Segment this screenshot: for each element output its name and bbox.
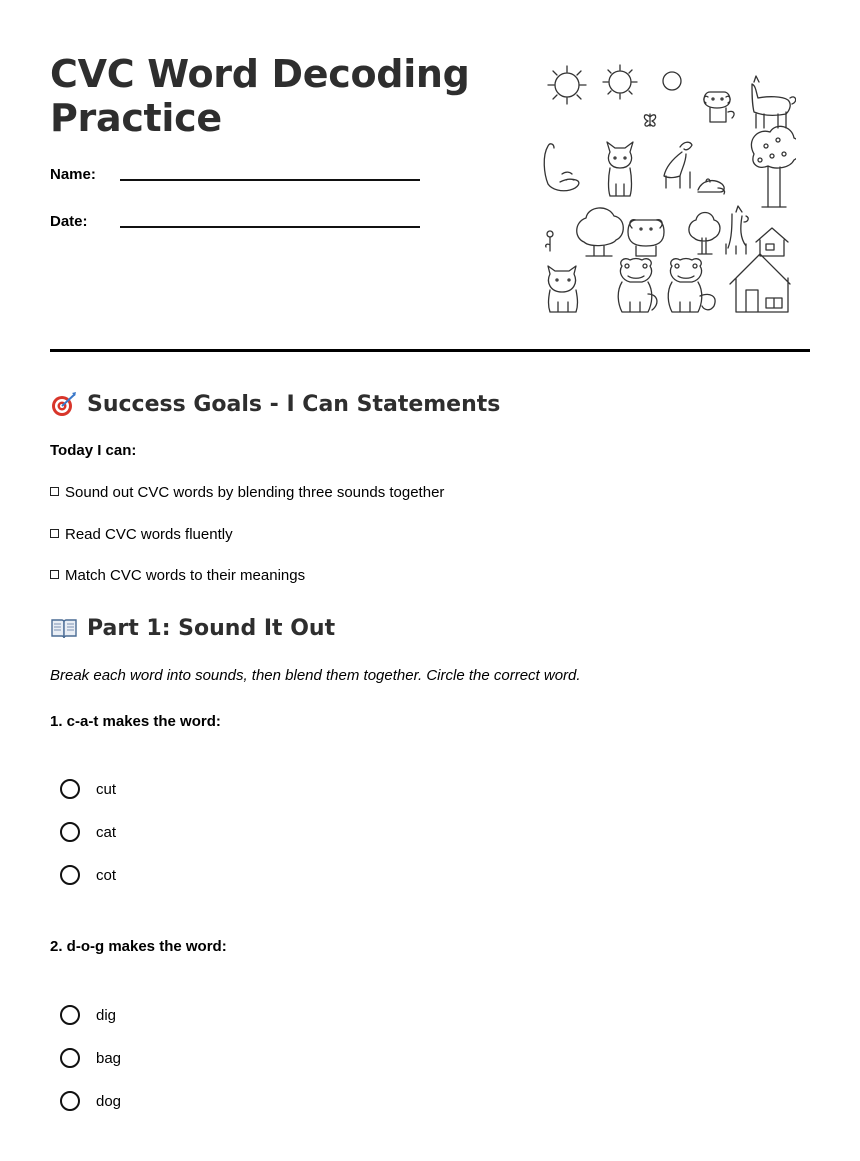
goat-icon <box>664 142 692 188</box>
goal-checkbox[interactable] <box>50 529 59 538</box>
answer-option[interactable] <box>60 1089 121 1113</box>
answer-label: cut <box>96 780 117 798</box>
cat-icon <box>544 144 579 191</box>
cat-icon <box>548 266 578 312</box>
answer-label: dog <box>96 1092 122 1110</box>
goals-title: Success Goals - I Can Statements <box>87 391 501 417</box>
name-field[interactable] <box>50 166 420 190</box>
answer-label: bag <box>96 1049 122 1067</box>
goal-item[interactable] <box>50 567 305 584</box>
goal-item[interactable] <box>50 484 444 501</box>
answer-option[interactable] <box>60 1046 121 1070</box>
answer-option[interactable] <box>60 863 116 887</box>
answer-option[interactable] <box>60 777 116 801</box>
date-field[interactable] <box>50 213 420 237</box>
header-divider <box>50 349 810 352</box>
worksheet-header <box>50 52 810 314</box>
answer-option[interactable] <box>60 1003 116 1027</box>
book-icon <box>50 614 78 642</box>
goal-checkbox[interactable] <box>50 570 59 579</box>
flower-icon <box>546 231 553 251</box>
name-label: Name: <box>50 166 96 183</box>
part1-heading <box>50 614 335 642</box>
frog-icon <box>668 259 715 313</box>
tree-icon <box>689 213 720 255</box>
moon-icon <box>663 72 681 90</box>
mouse-icon <box>698 179 725 194</box>
answer-option[interactable] <box>60 820 116 844</box>
date-label: Date: <box>50 213 88 230</box>
goals-heading <box>50 390 500 418</box>
goal-text: Read CVC words fluently <box>65 526 233 543</box>
answer-radio[interactable] <box>60 1005 80 1025</box>
question-prompt: 2. d-o-g makes the word: <box>50 938 227 955</box>
cat-icon <box>607 142 633 196</box>
llama-icon <box>752 76 796 128</box>
goal-text: Match CVC words to their meanings <box>65 567 306 584</box>
name-line[interactable] <box>120 179 420 181</box>
answer-radio[interactable] <box>60 865 80 885</box>
answer-radio[interactable] <box>60 1091 80 1111</box>
question-prompt: 1. c-a-t makes the word: <box>50 713 221 730</box>
goals-intro: Today I can: <box>50 442 137 459</box>
pig-icon <box>628 220 664 256</box>
tree-icon <box>577 208 624 256</box>
answer-radio[interactable] <box>60 1048 80 1068</box>
part1-instructions: Break each word into sounds, then blend them together. Circle the correct word. <box>50 667 581 684</box>
date-line[interactable] <box>120 226 420 228</box>
page-title: CVC Word Decoding Practice <box>50 52 470 140</box>
sun-icon <box>603 65 637 99</box>
house-icon <box>756 228 788 256</box>
answer-label: dig <box>96 1006 117 1024</box>
butterfly-icon <box>644 114 655 126</box>
frog-icon <box>618 259 657 313</box>
answer-radio[interactable] <box>60 779 80 799</box>
target-icon <box>50 390 78 418</box>
goal-text: Sound out CVC words by blending three sounds together <box>65 484 445 501</box>
dog-icon <box>704 92 734 122</box>
sun-icon <box>548 66 586 104</box>
goal-item[interactable] <box>50 526 233 543</box>
goal-checkbox[interactable] <box>50 487 59 496</box>
answer-label: cat <box>96 823 117 841</box>
giraffe-icon <box>726 206 748 254</box>
part1-title: Part 1: Sound It Out <box>87 615 336 641</box>
house-icon <box>730 254 790 312</box>
answer-radio[interactable] <box>60 822 80 842</box>
answer-label: cot <box>96 866 117 884</box>
tree-icon <box>751 126 796 207</box>
doodle-illustration <box>540 62 796 314</box>
